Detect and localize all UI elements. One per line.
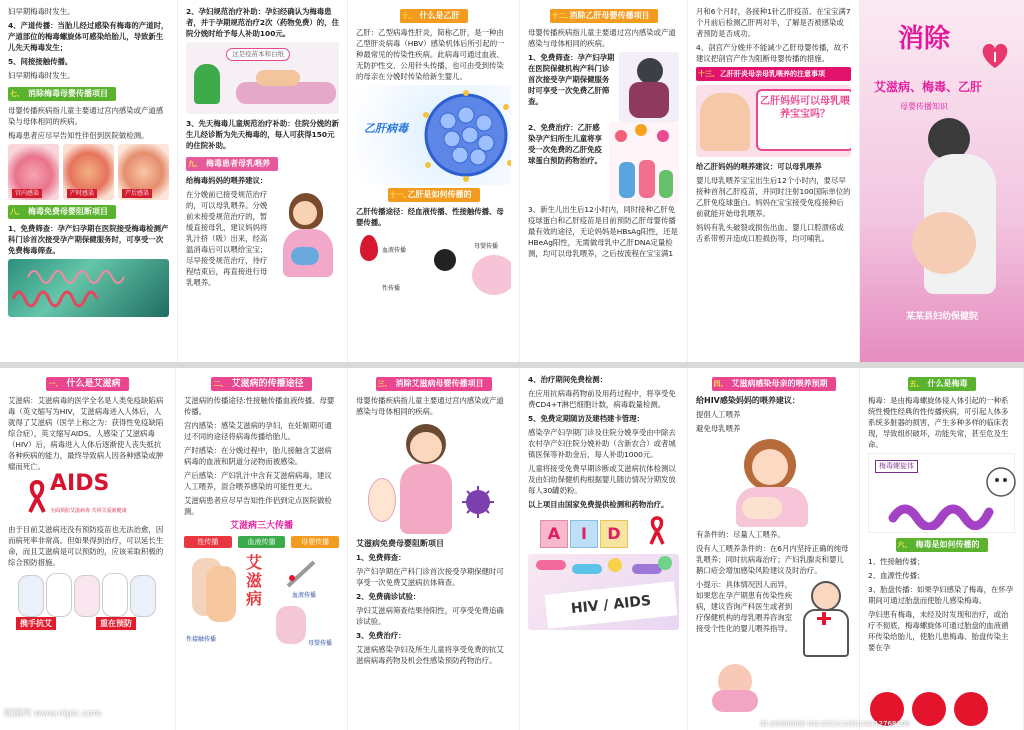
doctor-bed-illustration: [186, 42, 339, 114]
paragraph: 孕妇艾滋病筛查结果待阳性，可享受免费追确诊试验。: [356, 606, 504, 626]
speech-bubble: 这是疫苗本和白纸: [226, 48, 290, 61]
paragraph: 没有人工喂养条件的：在6月内坚持正确的纯母乳喂养；同时抗病毒治疗；产妇乳腺炎和婴儿鹅口疮会增加感染风险建议及时治疗。: [696, 544, 849, 575]
panel-what-is-aids: [0, 368, 176, 730]
hbv-routes-diagram: 血液传播 母婴传播 性传播: [356, 231, 511, 301]
watermark-right: ID:26680685 NO:20231103124412768100: [760, 720, 910, 728]
panel-syphilis-continued: [0, 0, 178, 362]
route-tag: 血液传播: [238, 536, 286, 548]
banner-right: 重在预防: [96, 617, 136, 630]
section-header-5: 五、 什么是梅毒: [908, 377, 976, 391]
paragraph: 1、免费筛查：孕产妇孕期在医院保健机构产科门诊首次接受孕产期保健服务时可享受一次免费乙肝筛查。: [528, 53, 615, 106]
paragraph: 3、胎盘传播：如果孕妇感染了梅毒，在怀孕期间可通过胎盘而使胎儿感染梅毒。: [868, 585, 1014, 605]
aids-logo-text: AIDS: [50, 471, 110, 496]
doctor-figure: [194, 64, 220, 104]
aids-big-text: 艾滋病: [246, 553, 263, 608]
paragraph: 乙肝：乙型病毒性肝炎，简称乙肝，是一种由乙型肝炎病毒（HBV）感染机体后所引起的一种最常见的传染性疾病。此病毒可通过血液、无防护性交、公用针头传播，也可由受到传染的母亲在分娩时传染给新生婴儿。: [356, 28, 505, 81]
paragraph: 在分娩前已接受规范治疗的，可以母乳喂养。分娩前未接受规范治疗的，暂缓直接母乳，建议妈妈将乳汁挤（吸）出来，经高温消毒后可以喂给宝宝；尽早接受规范治疗，待疗程结束后，再直接进行母乳喂养。: [186, 190, 268, 287]
section-header-8: 八、 梅毒免费母婴阻断项目: [8, 205, 116, 219]
virus-label: 乙肝病毒: [364, 122, 408, 135]
paragraph: 儿童将接受免费早期诊断或艾滋病抗体检测以及由妇幼保健机构根据婴儿随访情况分期发放每人30罐奶粉。: [528, 464, 676, 495]
sub-heading: 艾滋病免费母婴阻断项目: [356, 539, 444, 548]
three-routes-title: 艾滋病三大传播: [229, 521, 293, 531]
panel-hepatitis-b: [348, 0, 520, 362]
paragraph: 2、血源性传播；: [868, 571, 925, 580]
panel-syphilis-project: [178, 0, 348, 362]
cover-subtitle: 母婴传播知识: [900, 102, 948, 111]
letter-block: A: [540, 520, 568, 548]
panel-aids-project-continued: [520, 368, 688, 730]
letter-block: D: [600, 520, 628, 548]
cover-title-diseases: 艾滋病、梅毒、乙肝: [874, 80, 983, 94]
patient-figure: [256, 70, 300, 86]
panel-what-is-syphilis: [860, 368, 1024, 730]
breastfeeding-illustration: 产后感染: [118, 144, 169, 200]
paragraph: 月和6个月时，各接种1针乙肝疫苗。在宝宝满7个月前后检测乙肝两对半，了解是否被感染或者预防是否成功。: [696, 7, 851, 38]
section-header-7: 七、 消除梅毒母婴传播项目: [8, 87, 116, 101]
mother-virus-illustration: [356, 420, 511, 538]
section-header-10: 十、 什么是乙肝: [400, 9, 468, 23]
paragraph: 艾滋病患者应尽早告知性伴侣到定点医院做检测。: [184, 496, 332, 516]
pregnant-woman-photo: [898, 118, 1008, 298]
family-illustration: [609, 122, 679, 204]
paragraph: 孕产妇孕期在产科门诊首次接受孕期保健时可享受一次免费艾滋病抗体筛查。: [356, 567, 504, 587]
paragraph: 在应用抗病毒药物前及用药过程中，将享受免费CD4+T淋巴细胞计数，病毒载量检测。: [528, 389, 676, 409]
text-line: 5、间接接触传播。: [8, 57, 73, 66]
paragraph: 1、性接触传播；: [868, 557, 925, 566]
question-sign-illustration: [696, 85, 851, 157]
cover-title-main: 消除: [898, 24, 951, 54]
paragraph: 3、免费治疗：: [356, 631, 406, 640]
section-header-6: 六、 梅毒是如何传播的: [896, 538, 988, 552]
sub-heading: 给HIV感染妈妈的喂养建议：: [696, 396, 800, 405]
aids-blocks-image: [528, 514, 679, 554]
hbv-virus-icon: [434, 249, 456, 271]
paragraph: 提倡人工喂养: [696, 410, 741, 419]
paragraph: 给梅毒妈妈的喂养建议：: [186, 176, 268, 185]
mother-baby-illustration: [696, 437, 851, 529]
route-tag: 性传播: [184, 536, 232, 548]
transmission-illustrations: [8, 144, 169, 200]
uterus-illustration: 宫内感染: [8, 144, 59, 200]
paragraph: 2、免费治疗：乙肝感染孕产妇所生儿童将享受一次免费的乙肝免疫球蛋白预防药物治疗。: [528, 123, 602, 165]
pills-image: [528, 554, 679, 630]
paragraph: 梅毒患者应尽早告知性伴侣到医院做检测。: [8, 131, 149, 140]
paragraph: 1、免费筛查：孕产妇孕期在医院接受梅毒检测产科门诊首次接受孕产期保健服务时，可享受一次免费梅毒筛查。: [8, 224, 169, 255]
paragraph: 艾滋病的传播途径:性接触传播血液传播、母婴传播。: [184, 396, 335, 416]
paragraph: 3、新生儿出生后12小时内，同时接种乙肝免疫球蛋白和乙肝疫苗是目前预防乙肝母婴传播最有效的途径，无论妈妈是HBsAg阳性，还是HBeAg阳性，无需做母乳中乙肝DNA定量检测，均可以母乳喂养，之后按流程在宝宝满1: [528, 205, 678, 258]
text-line: 妇早期梅毒时发生。: [8, 7, 75, 16]
paragraph: 艾滋病感染孕妇及所生儿童将享受免费的抗艾滋病病毒药物及机会性感染预防药物治疗。: [356, 645, 504, 665]
virus-icon: [460, 484, 496, 520]
syringe-icon: [284, 556, 324, 590]
routes-illustration: 艾滋病 血液传播 性接触传播 母婴传播: [186, 553, 333, 647]
aids-logo-sub: 全面预防艾滋病毒 共同关爱新健康: [50, 508, 127, 514]
hands-heart-icon: [978, 40, 1012, 70]
aids-logo: [8, 471, 167, 518]
paragraph: 2、免费确诊试验：: [356, 592, 421, 601]
panel-aids-transmission: [176, 368, 348, 730]
paragraph: 4、治疗期间免费检测：: [528, 375, 608, 384]
paragraph: 给乙肝妈妈的喂养建议：可以母乳喂养: [696, 162, 822, 171]
section-header-2: 二、 艾滋病的传播途径: [211, 377, 311, 391]
paragraph: 乙肝传播途径：经血液传播、性接触传播、母婴传播。: [356, 207, 504, 227]
cover-panel: [860, 0, 1024, 362]
section-header-11: 十一、 乙肝是如何传播的: [388, 188, 480, 202]
spiral-bacteria-icon: [8, 259, 168, 317]
treponema-microscope-image: [8, 259, 169, 317]
brochure-outer-side: [0, 0, 1024, 362]
paragraph: 3、先天梅毒儿童规范治疗补助：住院分娩的新生儿经诊断为先天梅毒的，每人可获得150元的住院补助。: [186, 119, 339, 150]
red-ribbon-icon: [648, 516, 666, 546]
paragraph: 妈妈有乳头破裂或损伤出血、婴儿口腔溃疡或舌系带剪开造成口腔损伤等，均可哺乳。: [696, 223, 844, 243]
section-header-3: 三、 消除艾滋病母婴传播项目: [376, 377, 492, 391]
hbv-virus-illustration: [356, 85, 511, 185]
paragraph: 以上项目由国家免费提供检测和药物治疗。: [528, 500, 669, 509]
spiral-bacteria-icon: [873, 456, 1023, 530]
panel-aids-feeding: [688, 368, 860, 730]
virus-icon: [356, 85, 511, 185]
paragraph: 避免母乳喂养: [696, 424, 741, 433]
paragraph: 母婴传播疾病指儿童主要通过宫内感染或产道感染与母体相同的疾病。: [528, 28, 676, 48]
paragraph: 有条件的：尽量人工喂养。: [696, 530, 785, 539]
paragraph: 产后感染：产妇乳汁中含有艾滋病病毒，建议人工喂养，混合喂养感染的可能性更大。: [184, 471, 332, 491]
panel-aids-project: [348, 368, 520, 730]
paragraph: 2、孕妇规范治疗补助：孕妇经确认为梅毒患者，并于孕期规范治疗2次（药物免费）的，住院分娩时给予每人补助100元。: [186, 7, 339, 38]
paragraph: 艾滋病：艾滋病毒的医学全名是人类免疫缺陷病毒（英文缩写为HIV，艾滋病毒进入人体后，人就得了艾滋病（医学上称之为：获得性免疫缺陷综合症），英文缩写AIDS。人感染了艾滋病毒（HIV）后，病毒进入人体后逐渐使人丧失抵抗各种疾病的能力，最终导致病人因各种感染或肿瘤而死亡。: [8, 396, 164, 471]
paragraph: 5、免费定期随访及建档建卡管理：: [528, 414, 645, 423]
section-header-13: 十三、 乙肝肝炎母亲母乳喂养的注意事项: [696, 67, 851, 81]
mother-nursing-illustration: [277, 189, 339, 281]
mother-child-icon: [912, 692, 946, 726]
brochure-inner-side: [0, 368, 1024, 730]
injection-illustration: [619, 52, 679, 122]
baby-illustration: [708, 660, 768, 714]
medical-staff-illustration: [8, 571, 167, 633]
birth-illustration: 产时感染: [63, 144, 114, 200]
banner-left: 携手抗艾: [16, 617, 56, 630]
panel-hepatitis-feeding: [688, 0, 860, 362]
organization-name: 某某县妇幼保健院: [905, 312, 978, 322]
section-header-4: 四、 艾滋病感染母亲的喂养预期: [712, 377, 836, 391]
paragraph: 感染孕产妇孕期门诊及住院分娩享受由中除去农村孕产妇住院分娩补助（含新农合）或者城镇医保等补助金后，每人补助1000元。: [528, 428, 676, 459]
blood-transfusion-icon: [954, 692, 988, 726]
section-header-9: 九、 梅毒患者母乳喂养: [186, 157, 278, 171]
paragraph: 1、免费筛查：: [356, 553, 406, 562]
text-line: 4、产道传播：当胎儿经过感染有梅毒的产道时，产道部位的梅毒螺旋体可感染给胎儿，导致新生儿先天梅毒发生；: [8, 21, 169, 52]
sign-board: 乙肝妈妈可以母乳喂养宝宝吗？: [756, 89, 851, 151]
paragraph: 婴儿母乳喂养宝宝出生后12个小时内，要尽早接种首剂乙肝疫苗，并同时注射100国际单位的乙肝免疫球蛋白。妈妈在宝宝接受免疫接种后前就能开始母乳喂养。: [696, 176, 851, 218]
paragraph: 产时感染：在分娩过程中，胎儿接触含艾滋病病毒的血液和阴道分泌物而被感染。: [184, 446, 332, 466]
hiv-aids-card: HIV / AIDS: [545, 581, 678, 628]
paragraph: 4、剖宫产分娩并不能减少乙肝母婴传播，故不建议把剖宫产作为阻断母婴传播的措施。: [696, 43, 849, 63]
red-ribbon-icon: [26, 480, 48, 514]
paragraph: 宫内感染：感染艾滋病的孕妇，在妊娠期可通过不同的途径将病毒传播给胎儿。: [184, 421, 332, 441]
paragraph: 梅毒：是由梅毒螺旋体侵入体引起的一种系统性慢性经典的性传播疾病，可引起人体多系统多脏器的损害，产生多种多样的临床表现，导致组织破坏，功能失常，甚至危及生命。: [868, 396, 1009, 449]
spiral-label: 梅毒螺旋体: [875, 460, 918, 473]
section-header-12: 十二、 消除乙肝母婴传播项目: [550, 9, 658, 23]
paragraph: 孕妇患有梅毒，未经及时发现和治疗，或治疗不彻底，梅毒螺旋体可通过胎盘的血液循环传染给胎儿，使胎儿患梅毒、胎盘传染主要在孕: [868, 610, 1009, 652]
letter-block: I: [570, 520, 598, 548]
paragraph: 母婴传播疾病指儿童主要通过宫内感染或产道感染与母体相同的疾病。: [356, 396, 504, 416]
paragraph: 小提示：具体情况因人而异，如果您在孕产期患有传染性疾病，建议咨询产科医生或者到疗保健机构的母乳喂养咨询室接受个性化的婴儿喂养指导。: [696, 580, 793, 633]
paragraph: 由于目前艾滋病还没有预防疫苗也无法治愈，因而病死率非常高。但如果得到治疗，可以延长生命，而且艾滋病是可以预防的，应该采取积极的综合预防措施。: [8, 525, 164, 567]
route-tags: [184, 536, 339, 548]
section-header-1: 一、 什么是艾滋病: [46, 377, 128, 391]
treponema-cartoon: [868, 453, 1015, 533]
paragraph: 母婴传播疾病指儿童主要通过宫内感染或产道感染与母体相同的疾病。: [8, 106, 164, 126]
panel-hepatitis-project: [520, 0, 688, 362]
route-tag: 母婴传播: [291, 536, 339, 548]
text-line: 妇早期梅毒时发生。: [8, 71, 75, 80]
watermark-left: 昵图网 www.nipic.com: [4, 709, 102, 719]
doctor-illustration: [797, 579, 851, 657]
